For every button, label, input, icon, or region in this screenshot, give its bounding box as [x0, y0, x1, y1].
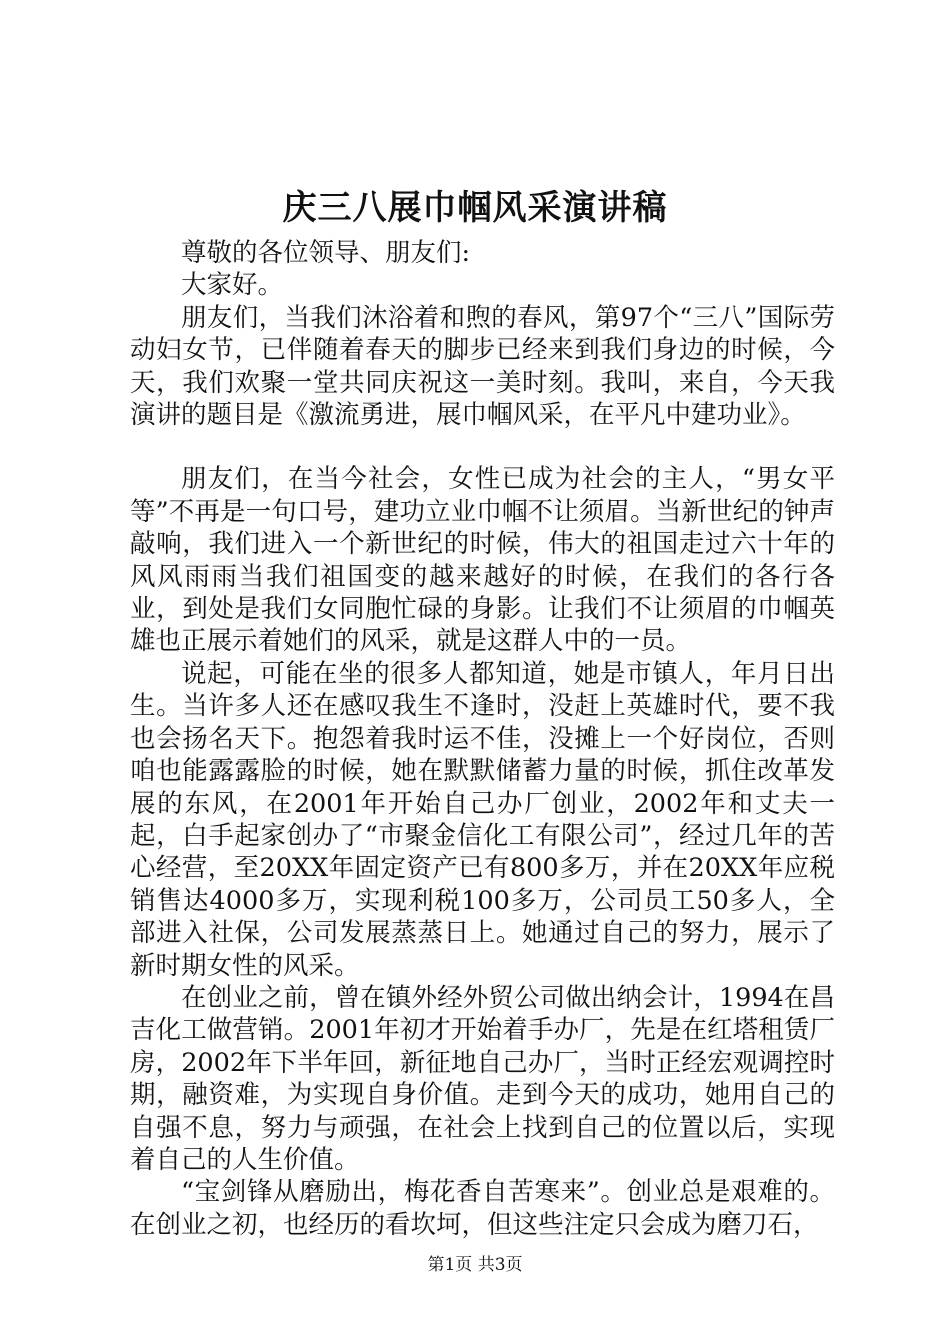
document-title: 庆三八展巾帼风采演讲稿 — [282, 188, 668, 228]
body-paragraph: “宝剑锋从磨励出，梅花香自苦寒来”。创业总是艰难的。在创业之初，也经历的看坎坷，但这些注定只会成为磨刀石， — [130, 1177, 835, 1240]
body-paragraph: 说起，可能在坐的很多人都知道，她是市镇人，年月日出生。当许多人还在感叹我生不逢时，没赶上英雄时代，要不我也会扬名天下。抱怨着我时运不佳，没摊上一个好岗位，否则咱也能露露脸的时候，她在默默储蓄力量的时候，抓住改革发展的东风，在2001年开始自己办厂创业，2002年和丈夫一起，白手起家创办了“市聚金信化工有限公司”，经过几年的苦心经营，至20XX年固定资产已有800多万，并在20XX年应税销售达4000多万，实现利税100多万，公司员工50多人，全部进入社保，公司发展蒸蒸日上。她通过自己的努力，展示了新时期女性的风采。 — [130, 658, 835, 981]
salutation-paragraph: 尊敬的各位领导、朋友们: — [181, 238, 471, 268]
page-footer: 第1页 共3页 — [427, 1255, 523, 1275]
document-body — [130, 237, 835, 1241]
body-paragraph: 在创业之前，曾在镇外经外贸公司做出纳会计，1994在昌吉化工做营销。2001年初才开始着手办厂，先是在红塔租赁厂房，2002年下半年回，新征地自己办厂，当时正经宏观调控时期，融资难，为实现自身价值。走到今天的成功，她用自己的自强不息，努力与顽强，在社会上找到自己的位置以后，实现着自己的人生价值。 — [130, 982, 835, 1175]
greeting-paragraph: 大家好。 — [181, 270, 284, 301]
body-paragraph: 朋友们，在当今社会，女性已成为社会的主人，“男女平等”不再是一句口号，建功立业巾帼不让须眉。当新世纪的钟声敲响，我们进入一个新世纪的时候，伟大的祖国走过六十年的风风雨雨当我们祖国变的越来越好的时候，在我们的各行各业，到处是我们女同胞忙碌的身影。让我们不让须眉的巾帼英雄也正展示着她们的风采，就是这群人中的一员。 — [130, 464, 835, 657]
intro-paragraph: 朋友们，当我们沐浴着和煦的春风，第97个“三八”国际劳动妇女节，已伴随着春天的脚步已经来到我们身边的时候，今天，我们欢聚一堂共同庆祝这一美时刻。我叫，来自，今天我演讲的题目是《激流勇进，展巾帼风采，在平凡中建功业》。 — [130, 302, 835, 431]
